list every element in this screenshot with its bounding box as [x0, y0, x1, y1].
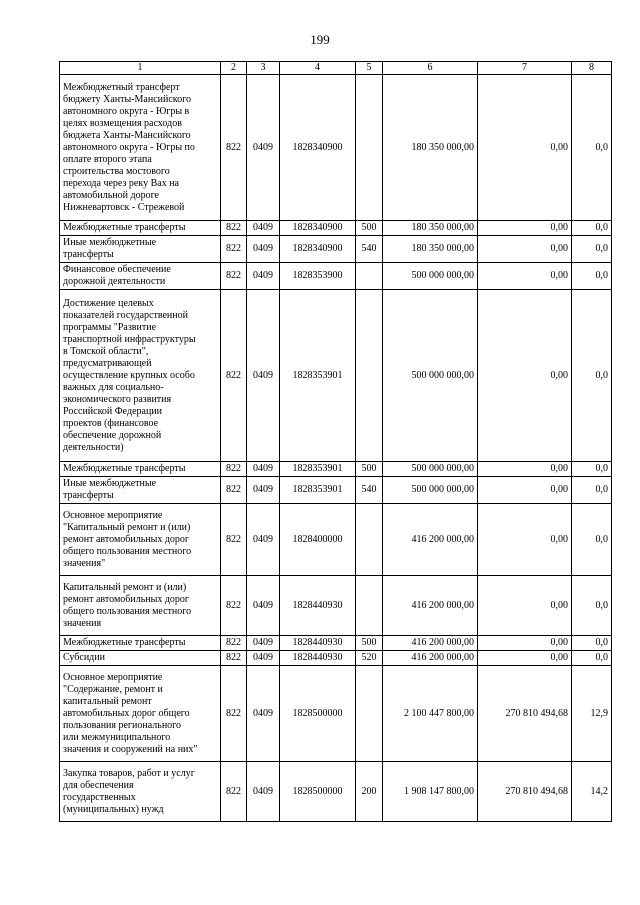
row-c3-cell: 0409 — [247, 762, 280, 822]
row-name-cell: Основное мероприятие "Содержание, ремонт и капитальный ремонт автомобильных дорог общего пользования регионального или межмуниципального значения и сооружений на них" — [60, 666, 221, 762]
row-c3-cell: 0409 — [247, 504, 280, 576]
column-header: 8 — [572, 62, 612, 75]
row-c6-cell: 180 350 000,00 — [383, 75, 478, 221]
budget-table — [59, 61, 612, 822]
row-c2-cell: 822 — [221, 651, 247, 666]
table-row — [60, 290, 612, 462]
row-c3-cell: 0409 — [247, 666, 280, 762]
row-name-cell: Финансовое обеспечение дорожной деятельности — [60, 263, 221, 290]
row-c5-cell — [356, 666, 383, 762]
row-c5-cell — [356, 576, 383, 636]
row-c3-cell: 0409 — [247, 290, 280, 462]
row-name-cell: Основное мероприятие "Капитальный ремонт и (или) ремонт автомобильных дорог общего пользования местного значения" — [60, 504, 221, 576]
row-c7-cell: 0,00 — [478, 462, 572, 477]
row-c7-cell: 0,00 — [478, 636, 572, 651]
row-c8-cell: 0,0 — [572, 504, 612, 576]
row-c2-cell: 822 — [221, 504, 247, 576]
table-row — [60, 263, 612, 290]
table-row — [60, 636, 612, 651]
row-c3-cell: 0409 — [247, 263, 280, 290]
row-c7-cell: 0,00 — [478, 75, 572, 221]
row-name-cell: Достижение целевых показателей государственной программы "Развитие транспортной инфраструктуры в Томской области", предусматривающей осуществление крупных особо важных для социально- экономического развития Российской Федерации проектов (финансовое обеспечение дорожной деятельности) — [60, 290, 221, 462]
row-c4-cell: 1828500000 — [280, 762, 356, 822]
column-header: 3 — [247, 62, 280, 75]
row-c8-cell: 0,0 — [572, 221, 612, 236]
row-c6-cell: 180 350 000,00 — [383, 236, 478, 263]
row-c6-cell: 500 000 000,00 — [383, 290, 478, 462]
row-c3-cell: 0409 — [247, 477, 280, 504]
row-c2-cell: 822 — [221, 462, 247, 477]
row-c4-cell: 1828340900 — [280, 75, 356, 221]
column-header: 6 — [383, 62, 478, 75]
row-c7-cell: 270 810 494,68 — [478, 666, 572, 762]
row-c4-cell: 1828340900 — [280, 221, 356, 236]
row-c8-cell: 0,0 — [572, 263, 612, 290]
table-row — [60, 504, 612, 576]
row-c3-cell: 0409 — [247, 462, 280, 477]
row-c7-cell: 0,00 — [478, 236, 572, 263]
row-name-cell: Межбюджетные трансферты — [60, 462, 221, 477]
table-row — [60, 762, 612, 822]
row-c5-cell: 500 — [356, 462, 383, 477]
row-c8-cell: 0,0 — [572, 651, 612, 666]
row-c4-cell: 1828353900 — [280, 263, 356, 290]
row-c4-cell: 1828440930 — [280, 576, 356, 636]
row-c6-cell: 416 200 000,00 — [383, 504, 478, 576]
row-c4-cell: 1828340900 — [280, 236, 356, 263]
row-c8-cell: 0,0 — [572, 75, 612, 221]
row-c2-cell: 822 — [221, 762, 247, 822]
table-row — [60, 576, 612, 636]
row-c8-cell: 0,0 — [572, 462, 612, 477]
row-c2-cell: 822 — [221, 576, 247, 636]
row-c7-cell: 0,00 — [478, 576, 572, 636]
row-c8-cell: 12,9 — [572, 666, 612, 762]
row-c4-cell: 1828353901 — [280, 462, 356, 477]
row-name-cell: Иные межбюджетные трансферты — [60, 477, 221, 504]
row-c7-cell: 0,00 — [478, 651, 572, 666]
row-c6-cell: 180 350 000,00 — [383, 221, 478, 236]
column-header: 5 — [356, 62, 383, 75]
row-c4-cell: 1828440930 — [280, 651, 356, 666]
row-c6-cell: 2 100 447 800,00 — [383, 666, 478, 762]
row-c6-cell: 500 000 000,00 — [383, 477, 478, 504]
table-row — [60, 221, 612, 236]
row-c3-cell: 0409 — [247, 75, 280, 221]
row-name-cell: Межбюджетные трансферты — [60, 636, 221, 651]
row-c7-cell: 0,00 — [478, 263, 572, 290]
row-c4-cell: 1828353901 — [280, 477, 356, 504]
row-c6-cell: 1 908 147 800,00 — [383, 762, 478, 822]
column-header: 2 — [221, 62, 247, 75]
row-c2-cell: 822 — [221, 666, 247, 762]
row-c8-cell: 0,0 — [572, 290, 612, 462]
row-name-cell: Субсидии — [60, 651, 221, 666]
row-c8-cell: 14,2 — [572, 762, 612, 822]
row-c5-cell: 540 — [356, 236, 383, 263]
row-name-cell: Иные межбюджетные трансферты — [60, 236, 221, 263]
row-name-cell: Межбюджетный трансферт бюджету Ханты-Мансийского автономного округа - Югры в целях возмещения расходов бюджета Ханты-Мансийского автономного округа - Югры по оплате второго этапа строительства мостового перехода через реку Вах на автомобильной дороге Нижневартовск - Стрежевой — [60, 75, 221, 221]
table-row — [60, 462, 612, 477]
row-c2-cell: 822 — [221, 75, 247, 221]
row-c2-cell: 822 — [221, 477, 247, 504]
row-c6-cell: 416 200 000,00 — [383, 636, 478, 651]
table-row — [60, 666, 612, 762]
table-row — [60, 75, 612, 221]
table-row — [60, 477, 612, 504]
row-c4-cell: 1828353901 — [280, 290, 356, 462]
row-c5-cell: 520 — [356, 651, 383, 666]
row-c6-cell: 416 200 000,00 — [383, 651, 478, 666]
row-c4-cell: 1828400000 — [280, 504, 356, 576]
row-c3-cell: 0409 — [247, 651, 280, 666]
row-c8-cell: 0,0 — [572, 236, 612, 263]
row-c5-cell — [356, 290, 383, 462]
row-c5-cell — [356, 75, 383, 221]
row-c7-cell: 0,00 — [478, 504, 572, 576]
row-c7-cell: 0,00 — [478, 221, 572, 236]
row-c5-cell: 200 — [356, 762, 383, 822]
column-header: 7 — [478, 62, 572, 75]
row-c3-cell: 0409 — [247, 636, 280, 651]
row-c2-cell: 822 — [221, 290, 247, 462]
row-c7-cell: 0,00 — [478, 477, 572, 504]
row-c5-cell: 500 — [356, 636, 383, 651]
row-c8-cell: 0,0 — [572, 576, 612, 636]
row-name-cell: Межбюджетные трансферты — [60, 221, 221, 236]
row-c5-cell — [356, 504, 383, 576]
page-number: 199 — [310, 32, 330, 47]
row-c4-cell: 1828500000 — [280, 666, 356, 762]
row-c8-cell: 0,0 — [572, 636, 612, 651]
row-c2-cell: 822 — [221, 221, 247, 236]
row-c6-cell: 500 000 000,00 — [383, 263, 478, 290]
column-header: 1 — [60, 62, 221, 75]
row-c7-cell: 270 810 494,68 — [478, 762, 572, 822]
row-c5-cell — [356, 263, 383, 290]
row-c5-cell: 500 — [356, 221, 383, 236]
row-c2-cell: 822 — [221, 263, 247, 290]
row-name-cell: Закупка товаров, работ и услуг для обеспечения государственных (муниципальных) нужд — [60, 762, 221, 822]
row-c5-cell: 540 — [356, 477, 383, 504]
row-c2-cell: 822 — [221, 236, 247, 263]
row-c3-cell: 0409 — [247, 221, 280, 236]
table-header-row — [60, 62, 612, 75]
row-c6-cell: 500 000 000,00 — [383, 462, 478, 477]
row-name-cell: Капитальный ремонт и (или) ремонт автомобильных дорог общего пользования местного значения — [60, 576, 221, 636]
row-c7-cell: 0,00 — [478, 290, 572, 462]
row-c2-cell: 822 — [221, 636, 247, 651]
row-c4-cell: 1828440930 — [280, 636, 356, 651]
row-c3-cell: 0409 — [247, 236, 280, 263]
column-header: 4 — [280, 62, 356, 75]
table-row — [60, 236, 612, 263]
row-c3-cell: 0409 — [247, 576, 280, 636]
row-c8-cell: 0,0 — [572, 477, 612, 504]
row-c6-cell: 416 200 000,00 — [383, 576, 478, 636]
table-row — [60, 651, 612, 666]
